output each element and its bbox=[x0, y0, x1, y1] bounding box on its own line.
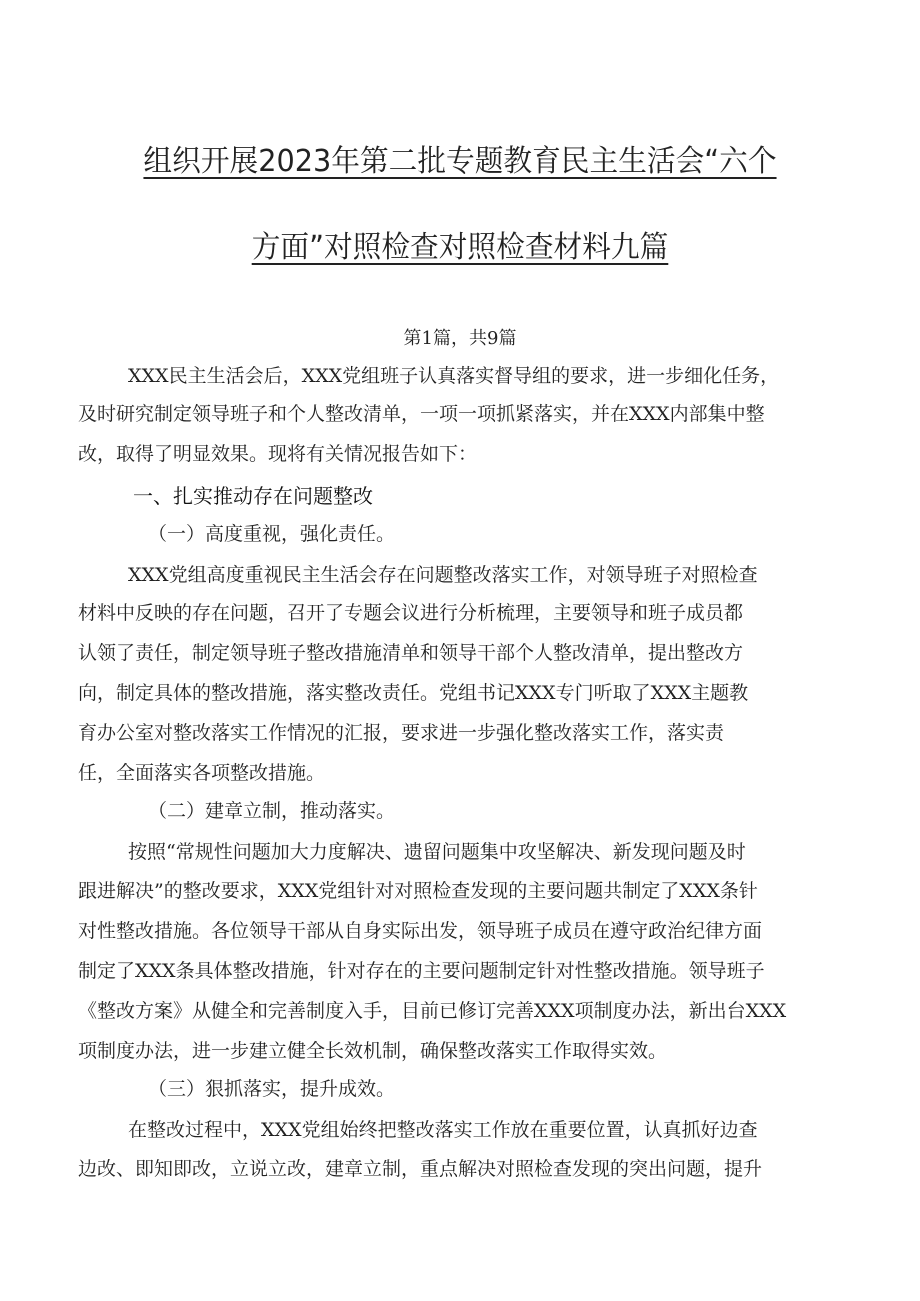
section-heading-1: 一、扎实推动存在问题整改 bbox=[133, 484, 373, 508]
subheading-2: （二）建章立制，推动落实。 bbox=[148, 800, 396, 822]
paragraph-3-line-3: 对性整改措施。各位领导干部从自身实际出发，领导班子成员在遵守政治纪律方面 bbox=[78, 920, 763, 942]
document-title-line-2: 方面”对照检查对照检查材料九篇 bbox=[251, 230, 669, 265]
paragraph-3-line-1: 按照“常规性问题加大力度解决、遗留问题集中攻坚解决、新发现问题及时 bbox=[128, 841, 746, 863]
paragraph-3-line-2: 跟进解决”的整改要求，XXX党组针对对照检查发现的主要问题共制定了XXX条针 bbox=[78, 880, 758, 902]
paragraph-1-line-1: XXX民主生活会后，XXX党组班子认真落实督导组的要求，进一步细化任务， bbox=[128, 365, 780, 387]
document-title-line-1: 组织开展2023年第二批专题教育民主生活会“六个 bbox=[143, 144, 777, 179]
paragraph-4-line-2: 边改、即知即改，立说立改，建章立制，重点解决对照检查发现的突出问题，提升 bbox=[78, 1158, 763, 1180]
paragraph-2-line-2: 材料中反映的存在问题，召开了专题会议进行分析梳理，主要领导和班子成员都 bbox=[78, 602, 744, 624]
part-indicator: 第1篇，共9篇 bbox=[403, 328, 517, 349]
subheading-1: （一）高度重视，强化责任。 bbox=[148, 523, 396, 545]
paragraph-2-line-4: 向，制定具体的整改措施，落实整改责任。党组书记XXX专门听取了XXX主题教 bbox=[78, 682, 749, 704]
subheading-3: （三）狠抓落实，提升成效。 bbox=[148, 1078, 396, 1100]
paragraph-3-line-4: 制定了XXX条具体整改措施，针对存在的主要问题制定针对性整改措施。领导班子 bbox=[78, 960, 765, 982]
paragraph-1-line-2: 及时研究制定领导班子和个人整改清单，一项一项抓紧落实，并在XXX内部集中整 bbox=[78, 403, 765, 425]
paragraph-2-line-3: 认领了责任，制定领导班子整改措施清单和领导干部个人整改清单，提出整改方 bbox=[78, 642, 744, 664]
paragraph-2-line-6: 任，全面落实各项整改措施。 bbox=[78, 762, 326, 784]
paragraph-4-line-1: 在整改过程中，XXX党组始终把整改落实工作放在重要位置，认真抓好边查 bbox=[128, 1119, 758, 1141]
paragraph-3-line-5: 《整改方案》从健全和完善制度入手，目前已修订完善XXX项制度办法，新出台XXX bbox=[78, 1000, 787, 1022]
paragraph-1-line-3: 改，取得了明显效果。现将有关情况报告如下： bbox=[78, 443, 478, 465]
paragraph-2-line-5: 育办公室对整改落实工作情况的汇报，要求进一步强化整改落实工作，落实责 bbox=[78, 722, 725, 744]
paragraph-2-line-1: XXX党组高度重视民主生活会存在问题整改落实工作，对领导班子对照检查 bbox=[128, 564, 758, 586]
paragraph-3-line-6: 项制度办法，进一步建立健全长效机制，确保整改落实工作取得实效。 bbox=[78, 1040, 668, 1062]
